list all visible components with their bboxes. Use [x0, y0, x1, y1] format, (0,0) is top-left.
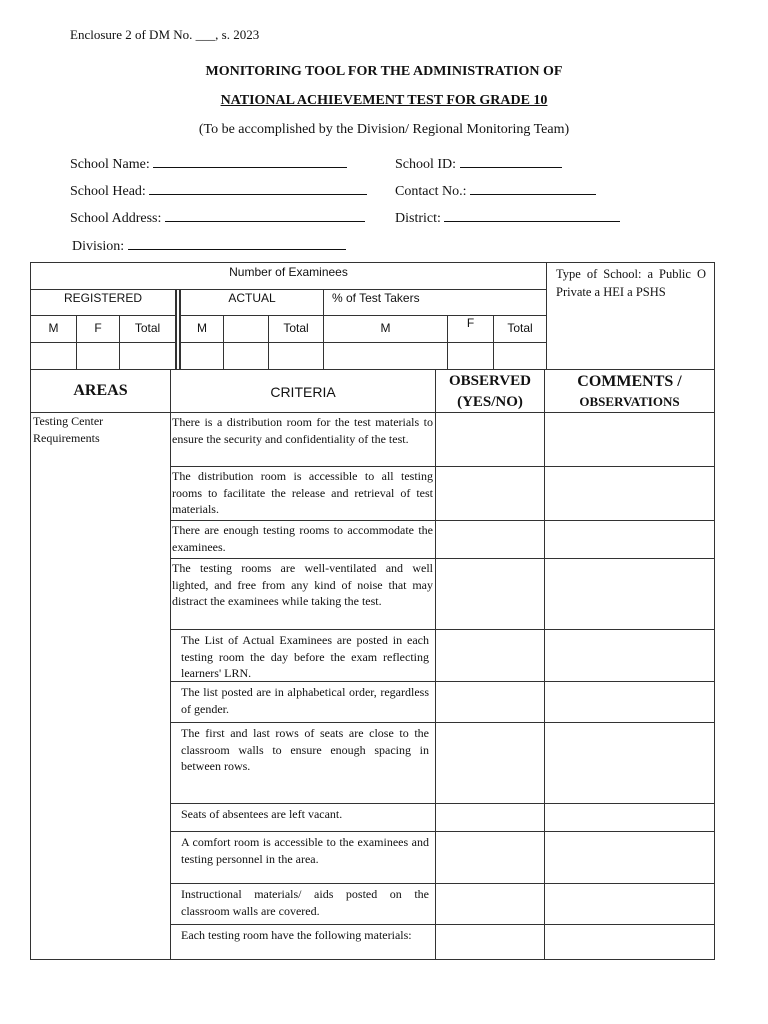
pct-total-label: Total: [507, 321, 533, 335]
criteria-row: [170, 681, 436, 723]
school-id-field[interactable]: [395, 154, 562, 173]
observed-cell[interactable]: [435, 558, 545, 630]
pct-f-header: [447, 315, 494, 343]
criteria-text: There is a distribution room for the test materials to ensure the security and confidentiality of the test.: [172, 415, 433, 446]
enclosure-label: Enclosure 2 of DM No. ___, s. 2023: [70, 27, 260, 42]
act-f-input[interactable]: [223, 342, 269, 370]
division-field[interactable]: [72, 236, 346, 255]
pct-m-input[interactable]: [323, 342, 448, 370]
areas-label: AREAS: [73, 382, 128, 399]
criteria-row: [170, 722, 436, 804]
school-id-blank[interactable]: [460, 154, 562, 168]
observed-header: [435, 369, 545, 413]
observed-cell[interactable]: [435, 681, 545, 723]
reg-total-input[interactable]: [119, 342, 176, 370]
observed-cell[interactable]: [435, 803, 545, 832]
comments-cell[interactable]: [544, 924, 715, 960]
comments-cell[interactable]: [544, 466, 715, 521]
school-address-label: School Address:: [70, 211, 162, 226]
observed-cell[interactable]: [435, 924, 545, 960]
criteria-row: [170, 412, 436, 467]
criteria-text: Seats of absentees are left vacant.: [181, 807, 343, 821]
school-name-label: School Name:: [70, 157, 150, 172]
criteria-text: There are enough testing rooms to accommodate the examinees.: [172, 523, 433, 554]
criteria-row: [170, 803, 436, 832]
comments-cell[interactable]: [544, 520, 715, 559]
comments-label: COMMENTS /: [577, 373, 682, 390]
contact-no-field[interactable]: [395, 181, 596, 200]
criteria-label: CRITERIA: [270, 384, 336, 400]
comments-header: [544, 369, 715, 413]
school-type-cell[interactable]: [546, 262, 715, 370]
area-label: Testing Center Requirements: [33, 414, 104, 445]
pct-total-input[interactable]: [493, 342, 547, 370]
registered-label: REGISTERED: [63, 291, 142, 305]
act-total-label: Total: [283, 321, 309, 335]
area-cell: [30, 412, 171, 960]
observed-cell[interactable]: [435, 722, 545, 804]
school-name-blank[interactable]: [153, 154, 347, 168]
comments-cell[interactable]: [544, 412, 715, 467]
act-m-input[interactable]: [180, 342, 224, 370]
reg-f-header: [76, 315, 120, 343]
actual-header: [180, 289, 324, 316]
act-m-header: [180, 315, 224, 343]
criteria-text: The first and last rows of seats are close to the classroom walls to ensure enough spacing in between rows.: [181, 726, 429, 773]
comments-cell[interactable]: [544, 803, 715, 832]
act-total-header: [268, 315, 324, 343]
criteria-row: [170, 924, 436, 960]
pct-total-header: [493, 315, 547, 343]
reg-m-input[interactable]: [30, 342, 77, 370]
criteria-row: [170, 466, 436, 521]
observed-cell[interactable]: [435, 629, 545, 682]
observed-cell[interactable]: [435, 412, 545, 467]
reg-f-input[interactable]: [76, 342, 120, 370]
form-title-subject: NATIONAL ACHIEVEMENT TEST FOR GRADE 10: [220, 93, 548, 108]
reg-f-label: F: [94, 321, 102, 335]
comments-cell[interactable]: [544, 629, 715, 682]
yes-no-label: (YES/NO): [457, 394, 523, 410]
criteria-row: [170, 520, 436, 559]
school-name-field[interactable]: [70, 154, 347, 173]
observed-label: OBSERVED: [449, 373, 531, 389]
observations-label: OBSERVATIONS: [579, 394, 680, 409]
form-title: MONITORING TOOL FOR THE ADMINISTRATION OF: [205, 64, 563, 79]
pct-takers-header: [323, 289, 547, 316]
areas-header: [30, 369, 171, 413]
observed-cell[interactable]: [435, 883, 545, 925]
district-blank[interactable]: [444, 208, 620, 222]
criteria-text: Instructional materials/ aids posted on the classroom walls are covered.: [181, 887, 429, 918]
form-instruction: (To be accomplished by the Division/ Regional Monitoring Team): [198, 122, 570, 137]
observed-cell[interactable]: [435, 466, 545, 521]
school-head-blank[interactable]: [149, 181, 367, 195]
actual-label: ACTUAL: [228, 291, 276, 305]
school-head-label: School Head:: [70, 184, 146, 199]
criteria-row: [170, 629, 436, 682]
school-head-field[interactable]: [70, 181, 367, 200]
criteria-text: Each testing room have the following materials:: [181, 928, 412, 942]
criteria-header: [170, 369, 436, 413]
criteria-text: The testing rooms are well-ventilated and well lighted, and free from any kind of noise that may distract the examinees while taking the test.: [172, 561, 433, 608]
district-label: District:: [395, 211, 441, 226]
comments-cell[interactable]: [544, 558, 715, 630]
reg-m-label: M: [48, 321, 59, 335]
reg-total-label: Total: [134, 321, 161, 335]
number-of-examinees-label: Number of Examinees: [229, 265, 348, 279]
criteria-row: [170, 558, 436, 630]
act-total-input[interactable]: [268, 342, 324, 370]
comments-cell[interactable]: [544, 722, 715, 804]
number-of-examinees-header: [30, 262, 547, 290]
school-id-label: School ID:: [395, 157, 457, 172]
division-label: Division:: [72, 239, 125, 254]
reg-m-header: [30, 315, 77, 343]
criteria-row: [170, 831, 436, 884]
pct-f-label: F: [466, 316, 475, 330]
criteria-text: A comfort room is accessible to the examinees and testing personnel in the area.: [181, 835, 429, 866]
school-address-blank[interactable]: [165, 208, 365, 222]
comments-cell[interactable]: [544, 883, 715, 925]
pct-m-label: M: [380, 321, 391, 335]
pct-m-header: [323, 315, 448, 343]
criteria-text: The distribution room is accessible to all testing rooms to facilitate the release and retrieval of test materials.: [172, 469, 433, 516]
reg-total-header: [119, 315, 176, 343]
pct-f-input[interactable]: [447, 342, 494, 370]
registered-header: [30, 289, 176, 316]
contact-no-blank[interactable]: [470, 181, 596, 195]
school-type-label: Type of School: a Public O Private a HEI a PSHS: [556, 267, 706, 299]
criteria-text: The List of Actual Examinees are posted in each testing room the day before the exam reflecting learners' LRN.: [181, 633, 429, 680]
district-field[interactable]: [395, 208, 620, 227]
criteria-text: The list posted are in alphabetical order, regardless of gender.: [181, 685, 429, 716]
comments-cell[interactable]: [544, 681, 715, 723]
pct-takers-label: % of Test Takers: [332, 291, 420, 305]
observed-cell[interactable]: [435, 520, 545, 559]
observed-cell[interactable]: [435, 831, 545, 884]
act-f-header: [223, 315, 269, 343]
division-blank[interactable]: [128, 236, 346, 250]
school-address-field[interactable]: [70, 208, 365, 227]
comments-cell[interactable]: [544, 831, 715, 884]
act-m-label: M: [197, 321, 207, 335]
criteria-row: [170, 883, 436, 925]
contact-no-label: Contact No.:: [395, 184, 467, 199]
